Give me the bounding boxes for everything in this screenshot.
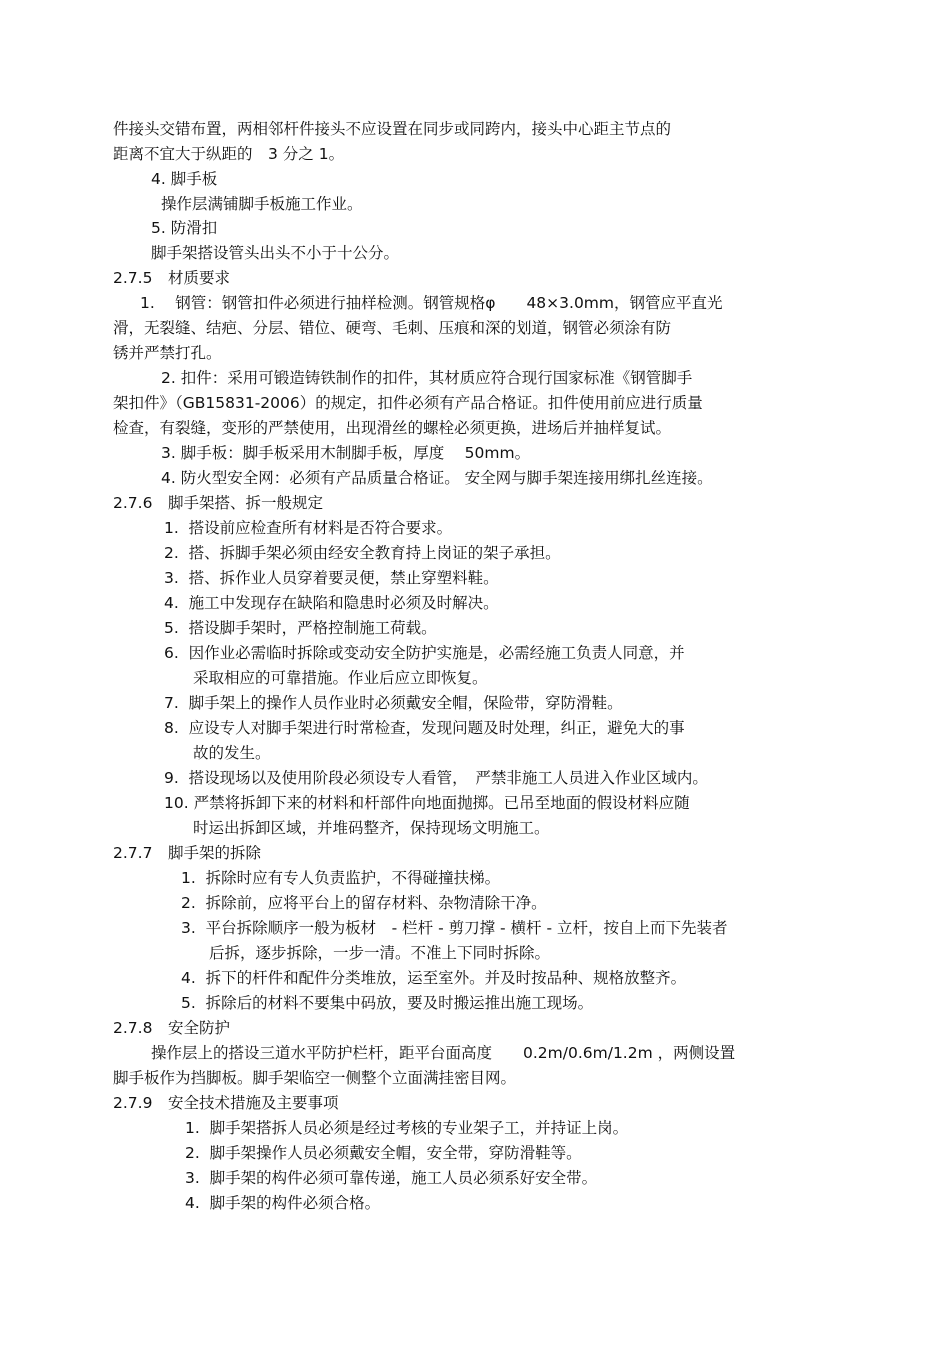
list-item-continuation: 后拆，逐步拆除，一步一清。不准上下同时拆除。 <box>209 944 551 962</box>
list-item: 9. 搭设现场以及使用阶段必须设专人看管， 严禁非施工人员进入作业区域内。 <box>164 769 708 787</box>
list-item: 10. 严禁将拆卸下来的材料和杆部件向地面抛掷。已吊至地面的假设材料应随 <box>164 794 690 812</box>
list-item: 1. 脚手架搭拆人员必须是经过考核的专业架子工，并持证上岗。 <box>185 1119 629 1137</box>
section-heading: 5. 防滑扣 <box>151 219 218 237</box>
list-item: 3. 脚手架的构件必须可靠传递，施工人员必须系好安全带。 <box>185 1169 598 1187</box>
text-line: 操作层上的搭设三道水平防护栏杆，距平台面高度 0.2m/0.6m/1.2m ，两侧设置 <box>151 1044 736 1062</box>
list-item: 2. 搭、拆脚手架必须由经安全教育持上岗证的架子承担。 <box>164 544 561 562</box>
text-line: 距离不宜大于纵距的 3 分之 1。 <box>113 145 345 163</box>
list-item: 1. 搭设前应检查所有材料是否符合要求。 <box>164 519 453 537</box>
list-item: 3. 搭、拆作业人员穿着要灵便，禁止穿塑料鞋。 <box>164 569 499 587</box>
text-line: 锈并严禁打孔。 <box>113 344 222 362</box>
list-item: 1. 拆除时应有专人负责监护，不得碰撞扶梯。 <box>181 869 501 887</box>
text-line: 件接头交错布置，两相邻杆件接头不应设置在同步或同跨内，接头中心距主节点的 <box>113 120 672 138</box>
text-line: 操作层满铺脚手板施工作业。 <box>161 195 363 213</box>
list-item: 2. 拆除前，应将平台上的留存材料、杂物清除干净。 <box>181 894 547 912</box>
section-heading: 2.7.5 材质要求 <box>113 269 230 287</box>
list-item: 7. 脚手架上的操作人员作业时必须戴安全帽，保险带，穿防滑鞋。 <box>164 694 623 712</box>
list-item: 8. 应设专人对脚手架进行时常检查，发现问题及时处理，纠正，避免大的事 <box>164 719 685 737</box>
text-line: 2. 扣件：采用可锻造铸铁制作的扣件，其材质应符合现行国家标准《钢管脚手 <box>161 369 693 387</box>
list-item-continuation: 采取相应的可靠措施。作业后应立即恢复。 <box>193 669 488 687</box>
text-line: 检查，有裂缝，变形的严禁使用，出现滑丝的螺栓必须更换，进场后并抽样复试。 <box>113 419 672 437</box>
section-heading: 2.7.7 脚手架的拆除 <box>113 844 261 862</box>
list-item: 4. 拆下的杆件和配件分类堆放，运至室外。并及时按品种、规格放整齐。 <box>181 969 687 987</box>
list-item-continuation: 故的发生。 <box>193 744 271 762</box>
text-line: 3. 脚手板：脚手板采用木制脚手板，厚度 50mm。 <box>161 444 531 462</box>
text-line: 脚手板作为挡脚板。脚手架临空一侧整个立面满挂密目网。 <box>113 1069 517 1087</box>
list-item: 3. 平台拆除顺序一般为板材 - 栏杆 - 剪刀撑 - 横杆 - 立杆，按自上而下先装者 <box>181 919 728 937</box>
text-line: 1. 钢管：钢管扣件必须进行抽样检测。钢管规格φ 48×3.0mm，钢管应平直光 <box>140 294 723 312</box>
list-item: 6. 因作业必需临时拆除或变动安全防护实施是，必需经施工负责人同意，并 <box>164 644 685 662</box>
text-line: 4. 防火型安全网：必须有产品质量合格证。 安全网与脚手架连接用绑扎丝连接。 <box>161 469 713 487</box>
section-heading: 2.7.9 安全技术措施及主要事项 <box>113 1094 339 1112</box>
list-item-continuation: 时运出拆卸区域，并堆码整齐，保持现场文明施工。 <box>193 819 550 837</box>
text-line: 脚手架搭设管头出头不小于十公分。 <box>151 244 400 262</box>
list-item: 2. 脚手架操作人员必须戴安全帽，安全带，穿防滑鞋等。 <box>185 1144 582 1162</box>
list-item: 5. 拆除后的材料不要集中码放，要及时搬运推出施工现场。 <box>181 994 594 1012</box>
list-item: 4. 脚手架的构件必须合格。 <box>185 1194 381 1212</box>
section-heading: 2.7.8 安全防护 <box>113 1019 230 1037</box>
text-line: 滑，无裂缝、结疤、分层、错位、硬弯、毛刺、压痕和深的划道，钢管必须涂有防 <box>113 319 672 337</box>
list-item: 4. 施工中发现存在缺陷和隐患时必须及时解决。 <box>164 594 499 612</box>
section-heading: 2.7.6 脚手架搭、拆一般规定 <box>113 494 323 512</box>
text-line: 架扣件》（GB15831-2006）的规定，扣件必须有产品合格证。扣件使用前应进行质量 <box>113 394 703 412</box>
list-item: 5. 搭设脚手架时，严格控制施工荷载。 <box>164 619 437 637</box>
section-heading: 4. 脚手板 <box>151 170 218 188</box>
